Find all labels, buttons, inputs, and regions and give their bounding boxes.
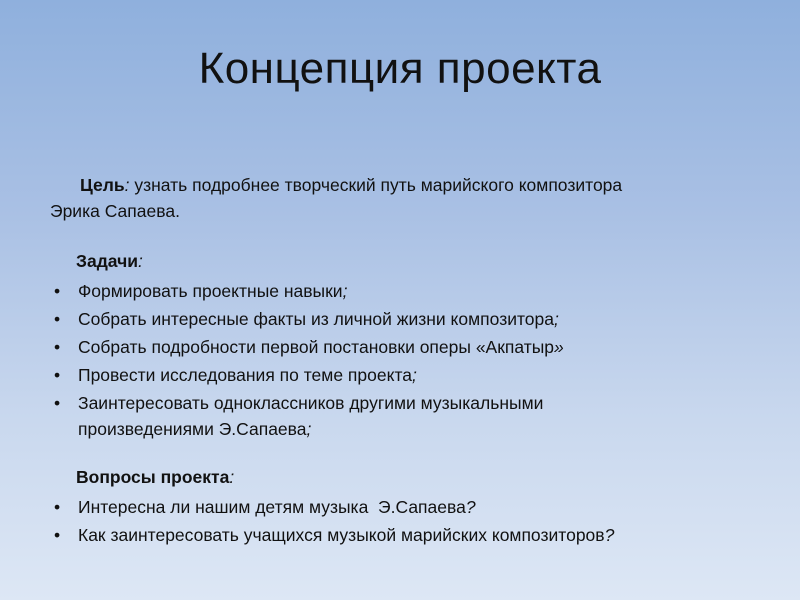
goal-colon: :	[124, 175, 130, 195]
task-text: Провести исследования по теме проекта	[78, 365, 412, 385]
task-punct: ;	[342, 281, 348, 301]
slide-body	[50, 172, 750, 550]
task-punct: »	[554, 337, 564, 357]
slide-title: Концепция проекта	[198, 44, 602, 93]
questions-list	[50, 494, 750, 548]
goal-text-line2: Эрика Сапаева.	[50, 201, 180, 221]
task-item	[50, 334, 750, 360]
bullet-icon: •	[54, 365, 61, 385]
bullet-icon: •	[54, 497, 61, 517]
question-item	[50, 522, 750, 548]
question-punct: ?	[465, 497, 476, 517]
bullet-icon: •	[54, 393, 61, 413]
question-item	[50, 494, 750, 520]
task-item	[50, 390, 750, 442]
bullet-icon: •	[54, 525, 61, 545]
bullet-icon: •	[54, 337, 61, 357]
question-punct: ?	[604, 525, 615, 545]
task-text: Формировать проектные навыки	[78, 281, 343, 301]
tasks-list	[50, 278, 750, 442]
task-text: Собрать интересные факты из личной жизни композитора	[78, 309, 555, 329]
tasks-heading	[76, 248, 750, 274]
questions-heading-colon: :	[229, 467, 235, 487]
tasks-heading-text: Задачи	[76, 251, 139, 271]
bullet-icon: •	[54, 281, 61, 301]
tasks-heading-colon: :	[138, 251, 143, 271]
task-item	[50, 306, 750, 332]
bullet-icon: •	[54, 309, 61, 329]
questions-heading-text: Вопросы проекта	[76, 467, 230, 487]
task-punct: ;	[306, 419, 312, 439]
goal-paragraph	[50, 172, 750, 224]
question-text: Как заинтересовать учащихся музыкой марийских композиторов	[78, 525, 605, 545]
goal-text-line1: узнать подробнее творческий путь марийского композитора	[129, 175, 623, 195]
task-punct: ;	[412, 365, 417, 385]
goal-label: Цель	[80, 175, 125, 195]
task-item	[50, 278, 750, 304]
task-text: Собрать подробности первой постановки оперы «Акпатыр	[78, 337, 555, 357]
task-punct: ;	[554, 309, 559, 329]
question-text: Интересна ли нашим детям музыка Э.Сапаева	[78, 497, 466, 517]
task-item	[50, 362, 750, 388]
task-text: Заинтересовать одноклассников другими музыкальными произведениями Э.Сапаева	[78, 393, 544, 439]
questions-heading	[76, 464, 750, 490]
